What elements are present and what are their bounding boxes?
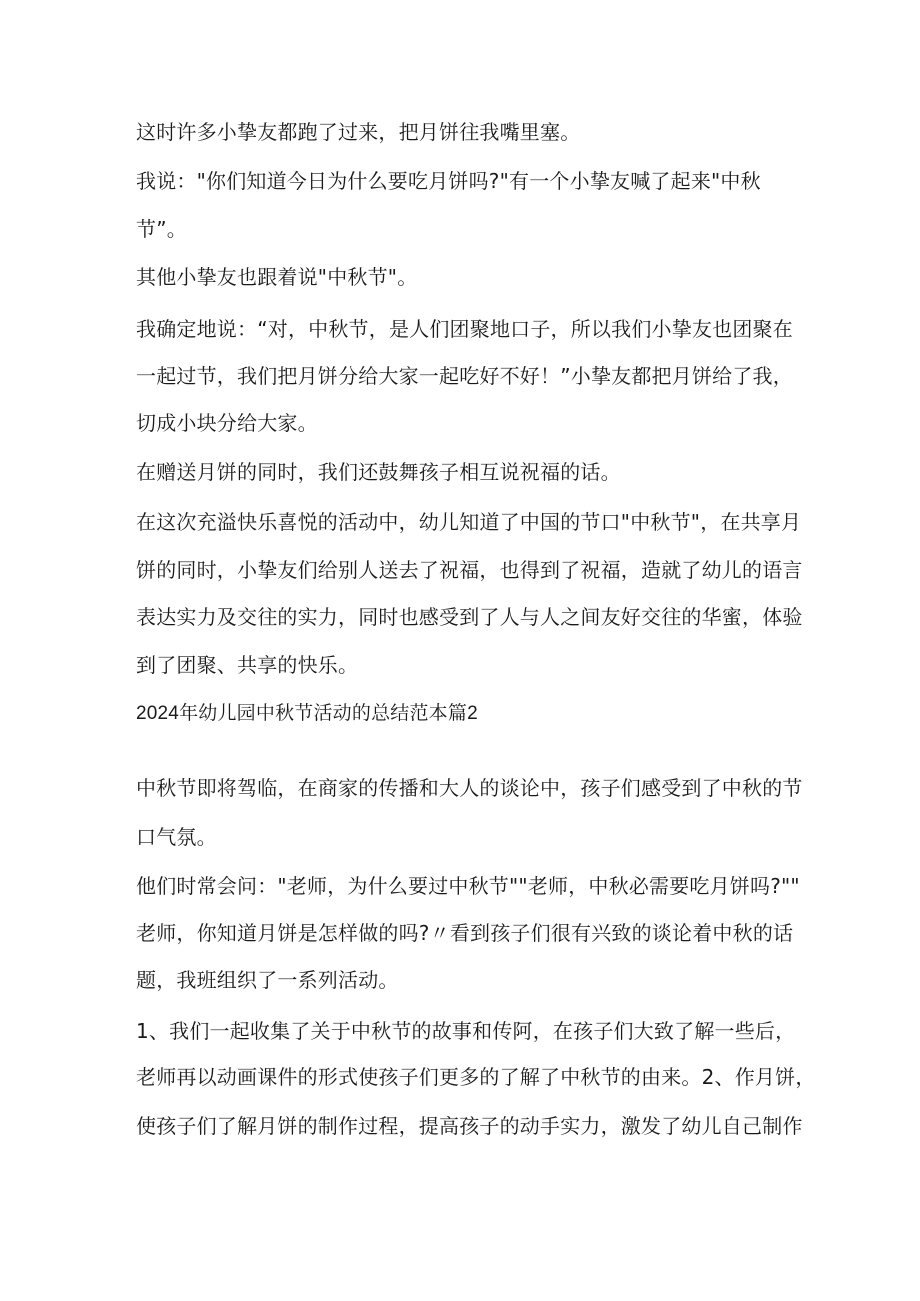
paragraph-line: 使孩子们了解月饼的制作过程，提高孩子的动手实力，激发了幼儿自己制作 [136,1114,803,1138]
paragraph-line: 在这次充溢快乐喜悦的活动中，幼儿知道了中国的节口"中秋节"，在共享月 [136,510,802,534]
section-heading: 2024年幼儿园中秋节活动的总结范本篇2 [136,703,478,724]
paragraph-line: 我说："你们知道今日为什么要吃月饼吗?"有一个小挚友喊了起来"中秋 [136,169,761,193]
paragraph-line: 节”。 [136,217,187,241]
paragraph-line: 在赠送月饼的同时，我们还鼓舞孩子相互说祝福的话。 [136,460,621,484]
paragraph-line: 中秋节即将驾临，在商家的传播和大人的谈论中，孩子们感受到了中秋的节 [136,776,803,800]
paragraph-line: 题，我班组织了一系列活动。 [136,968,399,992]
paragraph-line: 切成小块分给大家。 [136,411,318,435]
paragraph-line: 老师再以动画课件的形式使孩子们更多的了解了中秋节的由来。2、作月饼， [136,1065,816,1089]
paragraph-line: 我确定地说：“对，中秋节，是人们团聚地口子，所以我们小挚友也团聚在 [136,317,793,341]
paragraph-line: 饼的同时，小挚友们给别人送去了祝福，也得到了祝福，造就了幼儿的语言 [136,558,803,582]
paragraph-line: 这时许多小挚友都跑了过来，把月饼往我嘴里塞。 [136,120,581,144]
paragraph-line: 表达实力及交往的实力，同时也感受到了人与人之间友好交往的华蜜，体验 [136,605,803,629]
paragraph-line: 口气氛。 [136,825,217,849]
paragraph-line: 1、我们一起收集了关于中秋节的故事和传阿，在孩子们大致了解一些后， [136,1019,796,1043]
paragraph-line: 老师，你知道月饼是怎样做的吗?〃看到孩子们很有兴致的谈论着中秋的话 [136,921,794,945]
paragraph-line: 到了团聚、共享的快乐。 [136,653,359,677]
paragraph-line: 一起过节，我们把月饼分给大家一起吃好不好！”小挚友都把月饼给了我， [136,364,793,388]
paragraph-line: 其他小挚友也跟着说"中秋节"。 [136,265,418,289]
paragraph-line: 他们时常会问："老师，为什么要过中秋节""老师，中秋必需要吃月饼吗?"" [136,874,800,898]
